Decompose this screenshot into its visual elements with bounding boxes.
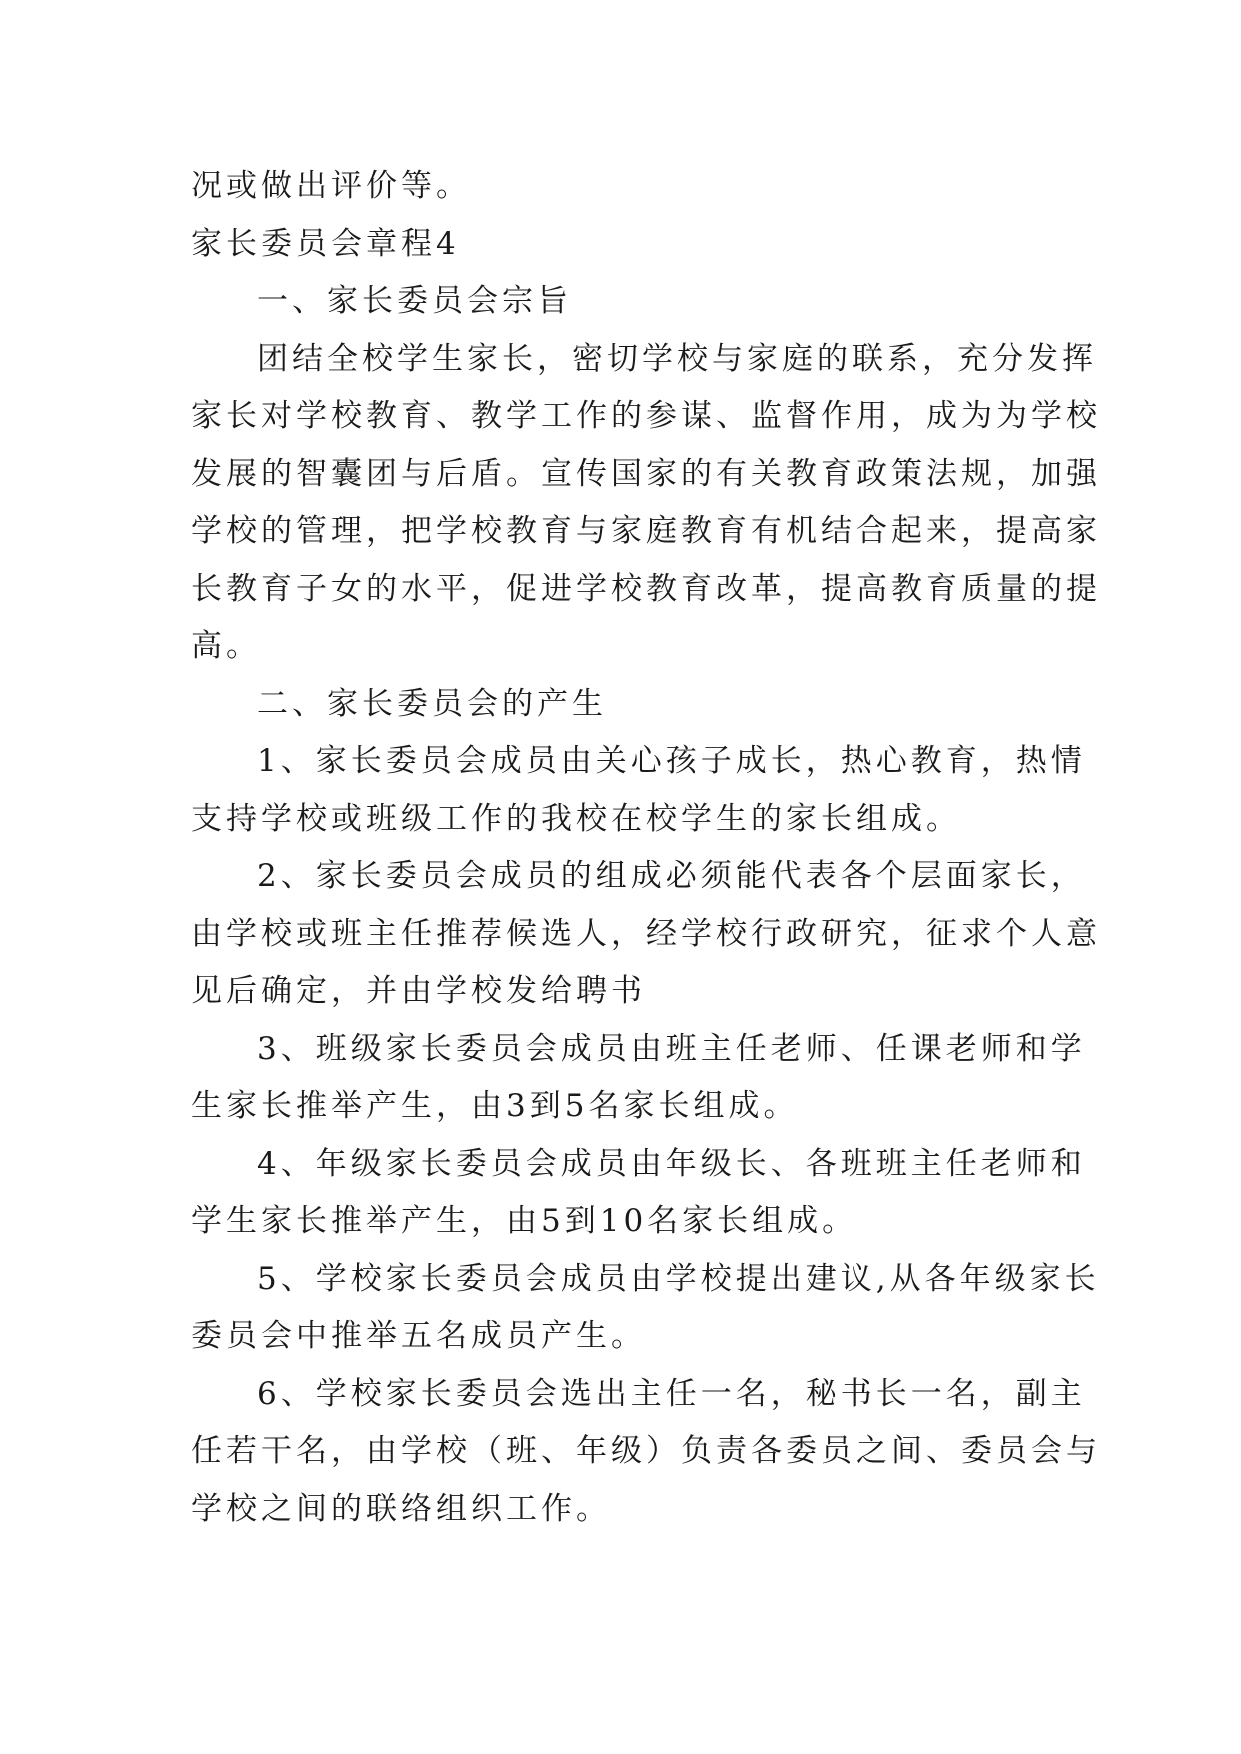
text-line: 家长对学校教育、教学工作的参谋、监督作用，成为为学校 — [191, 398, 1101, 434]
text-line: 5、学校家长委员会成员由学校提出建议,从各年级家长 — [257, 1260, 1100, 1297]
text-line: 学生家长推举产生，由5到10名家长组成。 — [191, 1203, 858, 1239]
text-line: 发展的智囊团与后盾。宣传国家的有关教育政策法规，加强 — [191, 455, 1101, 492]
text-line: 高。 — [191, 628, 261, 664]
section-heading: 家长委员会章程4 — [191, 225, 460, 262]
text-line: 2、家长委员会成员的组成必须能代表各个层面家长， — [257, 858, 1086, 894]
text-line: 学校的管理，把学校教育与家庭教育有机结合起来，提高家 — [191, 513, 1101, 549]
text-line: 生家长推举产生，由3到5名家长组成。 — [191, 1088, 799, 1124]
text-line: 团结全校学生家长，密切学校与家庭的联系，充分发挥 — [257, 340, 1097, 377]
text-line: 委员会中推举五名成员产生。 — [191, 1318, 646, 1354]
text-line: 支持学校或班级工作的我校在校学生的家长组成。 — [191, 800, 961, 837]
text-line: 任若干名，由学校（班、年级）负责各委员之间、委员会与 — [191, 1433, 1101, 1469]
text-line: 1、家长委员会成员由关心孩子成长，热心教育，热情 — [257, 743, 1086, 779]
text-line: 见后确定，并由学校发给聘书 — [191, 973, 646, 1009]
document-body — [191, 158, 1101, 1538]
text-line: 由学校或班主任推荐候选人，经学校行政研究，征求个人意 — [191, 915, 1101, 952]
text-line: 4、年级家长委员会成员由年级长、各班班主任老师和 — [257, 1145, 1086, 1182]
text-line: 3、班级家长委员会成员由班主任老师、任课老师和学 — [257, 1030, 1086, 1067]
text-line: 学校之间的联络组织工作。 — [191, 1490, 611, 1527]
text-line: 长教育子女的水平，促进学校教育改革，提高教育质量的提 — [191, 570, 1101, 607]
subsection-heading: 一、家长委员会宗旨 — [257, 283, 572, 319]
text-line: 6、学校家长委员会选出主任一名，秘书长一名，副主 — [257, 1375, 1086, 1412]
subsection-heading: 二、家长委员会的产生 — [257, 685, 607, 722]
text-line: 况或做出评价等。 — [191, 168, 471, 204]
